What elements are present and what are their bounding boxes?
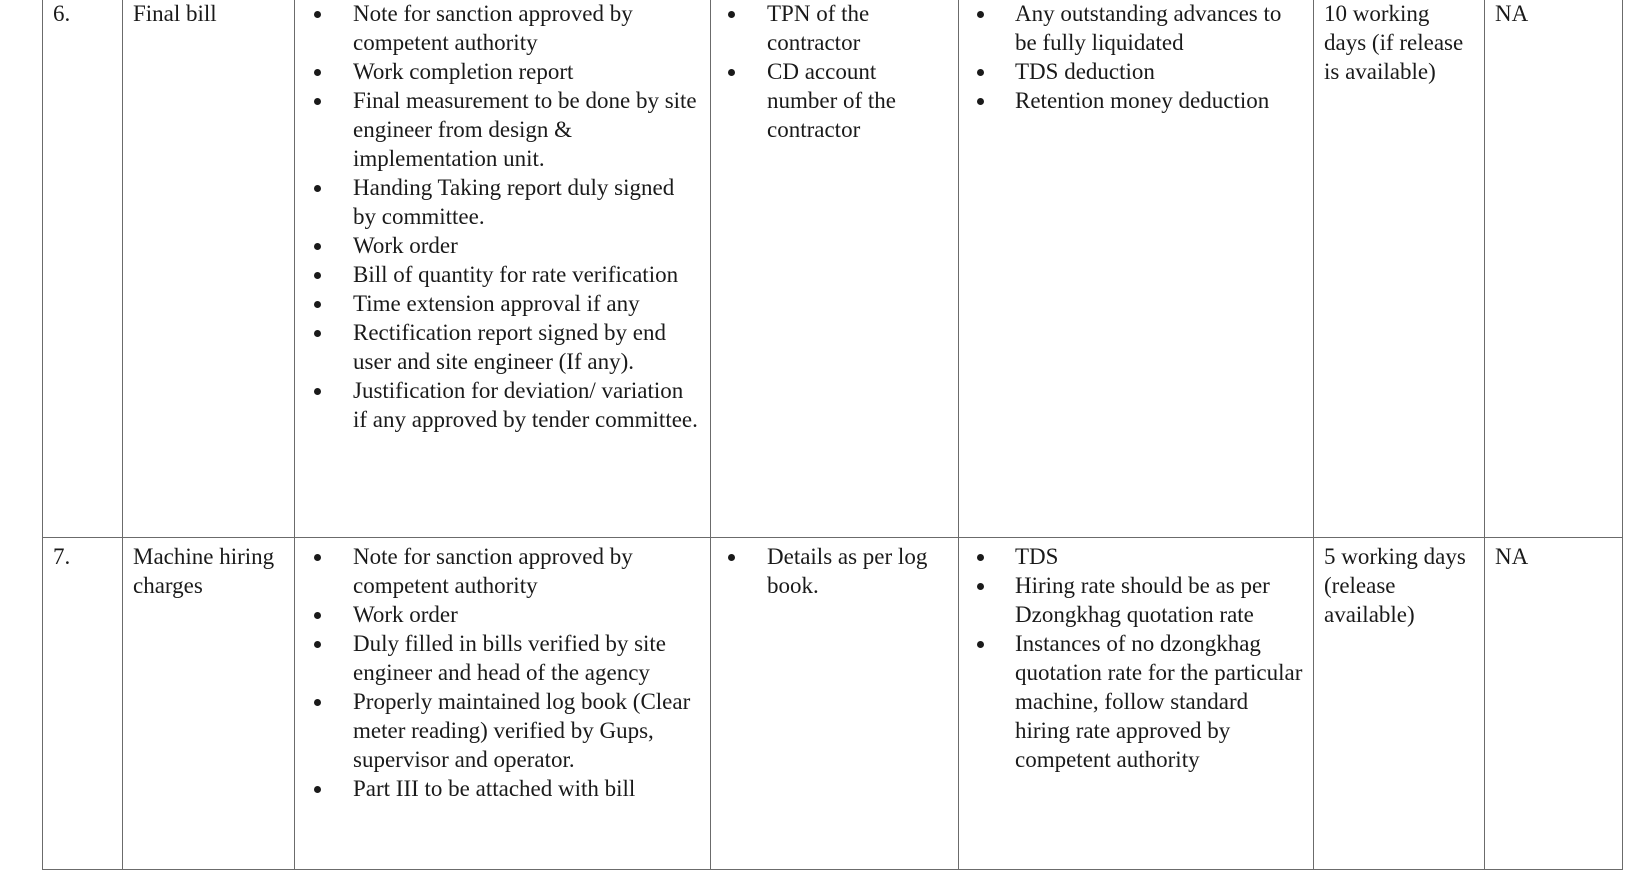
- row-number: 6.: [53, 1, 71, 26]
- list-item: Work completion report: [305, 57, 700, 86]
- list-item: Any outstanding advances to be fully liquidated: [969, 0, 1303, 57]
- table-row: [43, 538, 1623, 870]
- row-number: 7.: [53, 544, 71, 569]
- list-item: Details as per log book.: [721, 542, 948, 600]
- item-cell: [123, 0, 295, 538]
- timeline-text: 10 working days (if release is available): [1324, 1, 1464, 84]
- list-item: TPN of the contractor: [721, 0, 948, 57]
- item-name: Machine hiring charges: [133, 544, 275, 598]
- list-item: Final measurement to be done by site engineer from design & implementation unit.: [305, 86, 700, 173]
- row-number-cell: [43, 0, 123, 538]
- list-item: Handing Taking report duly signed by committee.: [305, 173, 700, 231]
- timeline-cell: [1314, 538, 1485, 870]
- list-item: TDS deduction: [969, 57, 1303, 86]
- details-cell: [711, 0, 959, 538]
- list-item: Part III to be attached with bill: [305, 774, 700, 803]
- list-item: CD account number of the contractor: [721, 57, 948, 144]
- list-item: Justification for deviation/ variation if any approved by tender committee.: [305, 376, 700, 434]
- list-item: Instances of no dzongkhag quotation rate for the particular machine, follow standard hiring rate approved by competent authority: [969, 629, 1303, 774]
- details-cell: [711, 538, 959, 870]
- documents-list: [305, 542, 700, 803]
- list-item: Rectification report signed by end user and site engineer (If any).: [305, 318, 700, 376]
- remarks-cell: [1485, 538, 1623, 870]
- item-cell: [123, 538, 295, 870]
- procedure-table: [42, 0, 1623, 870]
- documents-cell: [295, 538, 711, 870]
- list-item: Work order: [305, 231, 700, 260]
- list-item: Note for sanction approved by competent authority: [305, 542, 700, 600]
- remarks-text: NA: [1495, 1, 1529, 26]
- remarks-text: NA: [1495, 544, 1529, 569]
- checks-cell: [959, 0, 1314, 538]
- timeline-text: 5 working days (release available): [1324, 544, 1466, 627]
- checks-cell: [959, 538, 1314, 870]
- details-list: [721, 542, 948, 600]
- list-item: Bill of quantity for rate verification: [305, 260, 700, 289]
- list-item: Time extension approval if any: [305, 289, 700, 318]
- list-item: Hiring rate should be as per Dzongkhag quotation rate: [969, 571, 1303, 629]
- documents-cell: [295, 0, 711, 538]
- checks-list: [969, 0, 1303, 115]
- item-name: Final bill: [133, 1, 217, 26]
- list-item: Retention money deduction: [969, 86, 1303, 115]
- list-item: Note for sanction approved by competent authority: [305, 0, 700, 57]
- remarks-cell: [1485, 0, 1623, 538]
- list-item: Work order: [305, 600, 700, 629]
- list-item: Duly filled in bills verified by site engineer and head of the agency: [305, 629, 700, 687]
- table-row: [43, 0, 1623, 538]
- checks-list: [969, 542, 1303, 774]
- timeline-cell: [1314, 0, 1485, 538]
- documents-list: [305, 0, 700, 434]
- details-list: [721, 0, 948, 144]
- list-item: Properly maintained log book (Clear meter reading) verified by Gups, supervisor and operator.: [305, 687, 700, 774]
- list-item: TDS: [969, 542, 1303, 571]
- row-number-cell: [43, 538, 123, 870]
